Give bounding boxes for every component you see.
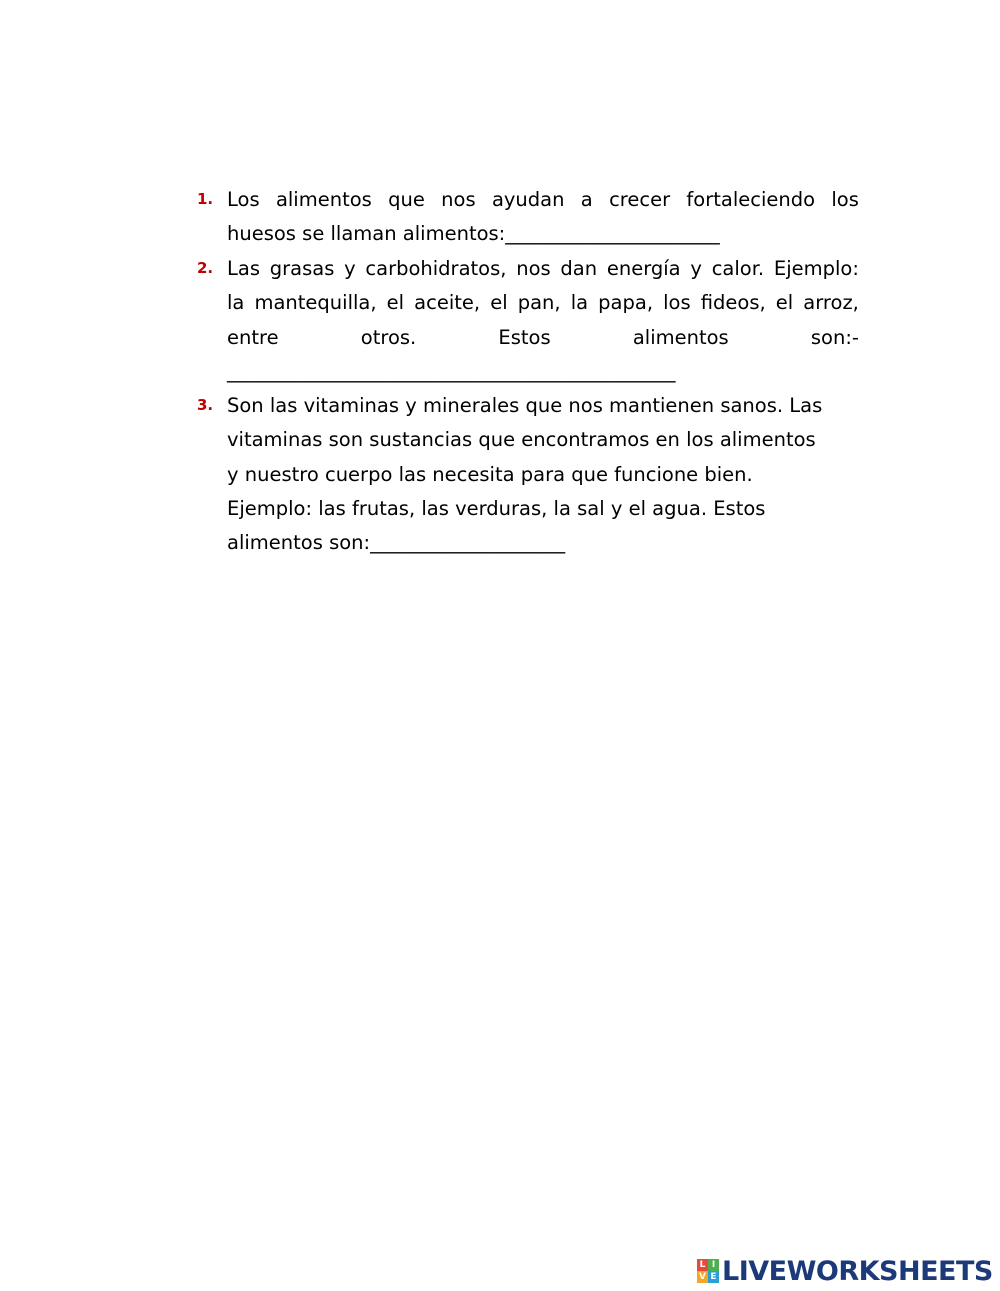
word: Ejemplo: xyxy=(773,257,859,280)
word: crecer xyxy=(609,188,671,211)
question-text-line: Son las vitaminas y minerales que nos mantienen sanos. Las xyxy=(227,394,823,417)
question-text-line: ______________________________________________ xyxy=(227,359,676,383)
logo-mark-icon xyxy=(697,1259,719,1283)
question-number: 2. xyxy=(197,259,214,277)
word: fortaleciendo xyxy=(686,188,816,211)
word: nos xyxy=(516,257,551,280)
logo-text: LIVEWORKSHEETS xyxy=(722,1255,993,1287)
word: la xyxy=(570,291,589,315)
question-text-line: huesos se llaman alimentos:______________________ xyxy=(227,222,720,246)
word: carbohidratos, xyxy=(365,257,507,280)
word: entre xyxy=(227,325,279,349)
question-text-line: Ejemplo: las frutas, las verduras, la sal y el agua. Estos xyxy=(227,496,766,520)
word: los xyxy=(831,188,859,211)
word: energía xyxy=(606,257,681,280)
word: Las xyxy=(227,257,260,280)
liveworksheets-logo xyxy=(697,1256,993,1286)
word: papa, xyxy=(598,291,654,315)
word: a xyxy=(580,188,593,211)
word: mantequilla, xyxy=(254,291,377,315)
logo-mark-letter: L xyxy=(697,1259,708,1271)
word: calor. xyxy=(711,257,765,280)
logo-mark-letter: E xyxy=(708,1271,719,1283)
question-text-line xyxy=(227,325,859,351)
word: nos xyxy=(441,188,476,211)
word: el xyxy=(490,291,508,315)
question-text-line: alimentos son:____________________ xyxy=(227,531,566,555)
word: y xyxy=(344,257,356,280)
word: son:- xyxy=(810,325,859,349)
word: el xyxy=(775,291,794,315)
word: aceite, xyxy=(414,291,481,315)
question-text-line xyxy=(227,256,859,282)
word: alimentos xyxy=(632,325,729,349)
question-text-line: y nuestro cuerpo las necesita para que funcione bien. xyxy=(227,462,753,486)
question-text-line xyxy=(227,290,859,316)
question-text-line: vitaminas son sustancias que encontramos en los alimentos xyxy=(227,428,816,452)
question-number: 1. xyxy=(197,190,214,208)
word: alimentos xyxy=(275,188,372,211)
word: el xyxy=(386,291,405,315)
word: arroz, xyxy=(803,291,859,315)
word: Los xyxy=(227,188,260,211)
word: fideos, xyxy=(700,291,766,315)
word: que xyxy=(388,188,425,211)
logo-mark-letter: I xyxy=(708,1259,719,1271)
logo-mark-letter: V xyxy=(697,1271,708,1283)
word: los xyxy=(663,291,691,315)
word: ayudan xyxy=(491,188,565,211)
word: la xyxy=(227,291,245,315)
word: Estos xyxy=(498,325,551,349)
question-text-line xyxy=(227,187,859,213)
word: grasas xyxy=(269,257,335,280)
word: otros. xyxy=(360,325,417,349)
question-number: 3. xyxy=(197,396,214,414)
word: dan xyxy=(560,257,598,280)
word: y xyxy=(690,257,702,280)
word: pan, xyxy=(517,291,561,315)
